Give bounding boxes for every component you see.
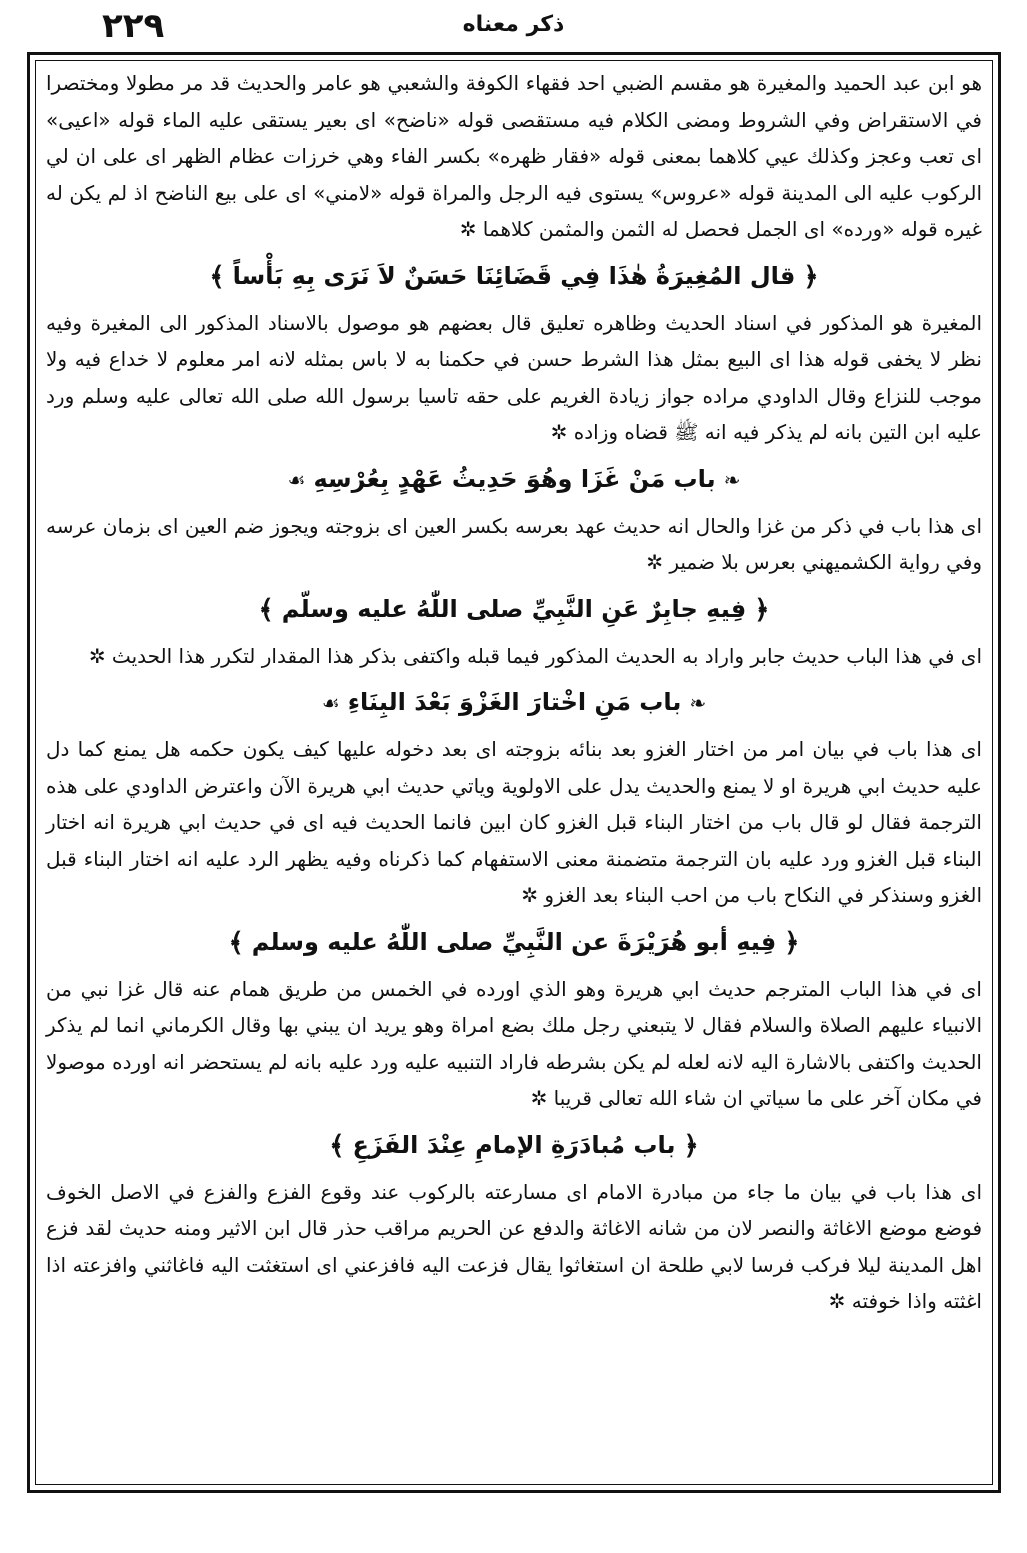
commentary-paragraph: هو ابن عبد الحميد والمغيرة هو مقسم الضبي احد فقهاء الكوفة والشعبي هو عامر والحديث قد مر مطولا ومختصرا في الاستقراض وفي الشروط ومضى الكلام فيه مستقصى قوله «ناضح» اى بعير يستقى عليه الماء قوله «اعيى» اى تعب وعجز وكذلك عيي كلاهما بمعنى قوله «فقار ظهره» بكسر الفاء وهي خرزات عظام الظهر اى على ان لي الركوب عليه الى المدينة قوله «عروس» يستوى فيه الرجل والمراة قوله «لامني» اى على بيع الناضح اذ لم يكن له غيره قوله «ورده» اى الجمل فحصل له الثمن والمثمن كلاهما ✲ [46, 71, 982, 241]
ornament-bracket-icon: ﴾ [209, 261, 225, 292]
ornament-flourish-icon: ❧ [723, 467, 741, 492]
commentary-paragraph: اى في هذا الباب المترجم حديث ابي هريرة وهو الذي اورده في الخمس من طريق همام عنه قال غزا نبي من الانبياء عليهم الصلاة والسلام فقال لا يتبعني رجل ملك بضع امراة وهو يريد ان يبني بها وقال الكرماني انما لم يذكر الحديث واكتفى بالاشارة اليه لانه لعله لم يكن بشرطه فاراد التنبيه عليه ورد عليه بانه لم يستحضر انه اورده موصولا في مكان آخر على ما سياتي ان شاء الله تعالى قريبا ✲ [46, 976, 982, 1110]
ornament-bracket-icon: ﴿ [784, 927, 800, 958]
ornament-flourish-icon: ☙ [321, 691, 340, 715]
ornament-bracket-icon: ﴾ [329, 1130, 345, 1161]
section-heading [40, 914, 988, 971]
ornament-bracket-icon: ﴿ [803, 261, 819, 292]
chapter-heading [40, 1117, 988, 1174]
commentary-paragraph: اى في هذا الباب حديث جابر واراد به الحديث المذكور فيما قبله واكتفى بذكر هذا المقدار لتكرر هذا الحديث ✲ [88, 643, 982, 668]
commentary-paragraph: اى هذا باب في بيان امر من اختار الغزو بعد بنائه بزوجته اى بعد دخوله عليها كيف يكون حكمه هل يمنع كما دل عليه حديث ابي هريرة او لا يمنع والحديث يدل على الاولوية وياتي حديث ابي هريرة الآن واعترض الداودي على هذه الترجمة فقال لو قال باب من اختار البناء قبل الغزو كان ابين فانما الحديث فيه اى في حديث ابي هريرة انه اختار البناء قبل الغزو ورد عليه بان الترجمة متضمنة معنى الاستفهام كما ذكرناه وفيه يظهر الرد عليه انه اختار البناء قبل الغزو وسنذكر في النكاح باب من احب البناء بعد الغزو ✲ [46, 737, 982, 907]
heading-text: باب مُبادَرَةِ الإمامِ عِنْدَ الفَزَعِ [352, 1130, 676, 1159]
page-body [40, 65, 988, 1480]
heading-text: فِيهِ جابِرٌ عَنِ النَّبِيِّ صلى اللّٰهُ عليه وسلّم [281, 594, 747, 623]
section-heading [40, 581, 988, 638]
running-head: ذكر معناه [462, 12, 565, 37]
chapter-heading [40, 451, 988, 508]
heading-text: قال المُغِيرَةُ هٰذَا فِي قَضَائِنَا حَسَنٌ لاَ نَرَى بِهِ بَأْساً [232, 261, 796, 290]
ornament-flourish-icon: ❧ [689, 691, 707, 715]
commentary-paragraph: اى هذا باب في ذكر من غزا والحال انه حديث عهد بعرسه بكسر العين اى بزوجته ويجوز ضم العين اى بزمان عرسه وفي رواية الكشميهني بعرس بلا ضمير ✲ [46, 513, 982, 574]
page-number: ٢٢٩ [102, 6, 165, 46]
ornament-bracket-icon: ﴾ [258, 594, 274, 625]
ornament-flourish-icon: ☙ [287, 467, 306, 492]
page-frame [27, 52, 1001, 1493]
heading-text: فِيهِ أبو هُرَيْرَةَ عن النَّبِيِّ صلى اللّٰهُ عليه وسلم [251, 927, 777, 956]
commentary-paragraph: اى هذا باب في بيان ما جاء من مبادرة الامام اى مسارعته بالركوب عند وقوع الفزع والفزع في الاصل الخوف فوضع موضع الاغاثة والنصر لان من شانه الاغاثة والدفع عن الحريم مراقب حذر قال ابن الاثير ومنه حديث لقد فزع اهل المدينة ليلا فركب فرسا لابي طلحة ان استغاثوا يقال فزعت اليه فافزعني اى استغثت اليه فاغاثني وافزعته اذا اغثته واذا خوفته ✲ [46, 1179, 982, 1313]
heading-text: باب مَنْ غَزَا وهُوَ حَدِيثُ عَهْدٍ بِعُرْسِهِ [313, 464, 716, 493]
heading-text: باب مَنِ اخْتارَ الغَزْوَ بَعْدَ البِنَاءِ [347, 688, 682, 716]
ornament-bracket-icon: ﴾ [228, 927, 244, 958]
chapter-heading [40, 674, 988, 731]
ornament-bracket-icon: ﴿ [754, 594, 770, 625]
ornament-bracket-icon: ﴿ [683, 1130, 699, 1161]
commentary-paragraph: المغيرة هو المذكور في اسناد الحديث وظاهره تعليق قال بعضهم هو موصول بالاسناد المذكور الى المغيرة وفيه نظر لا يخفى قوله هذا اى البيع بمثل هذا الشرط حسن في حكمنا به لا باس بمثله لانه امر معلوم لا خداع فيه ولا موجب للنزاع وقال الداودي مراده جواز زيادة الغريم على حقه تاسيا برسول الله صلى الله تعالى عليه وسلم ورد عليه ابن التين بانه لم يذكر فيه انه ﷺ قضاه وزاده ✲ [46, 310, 982, 444]
section-heading [40, 248, 988, 305]
